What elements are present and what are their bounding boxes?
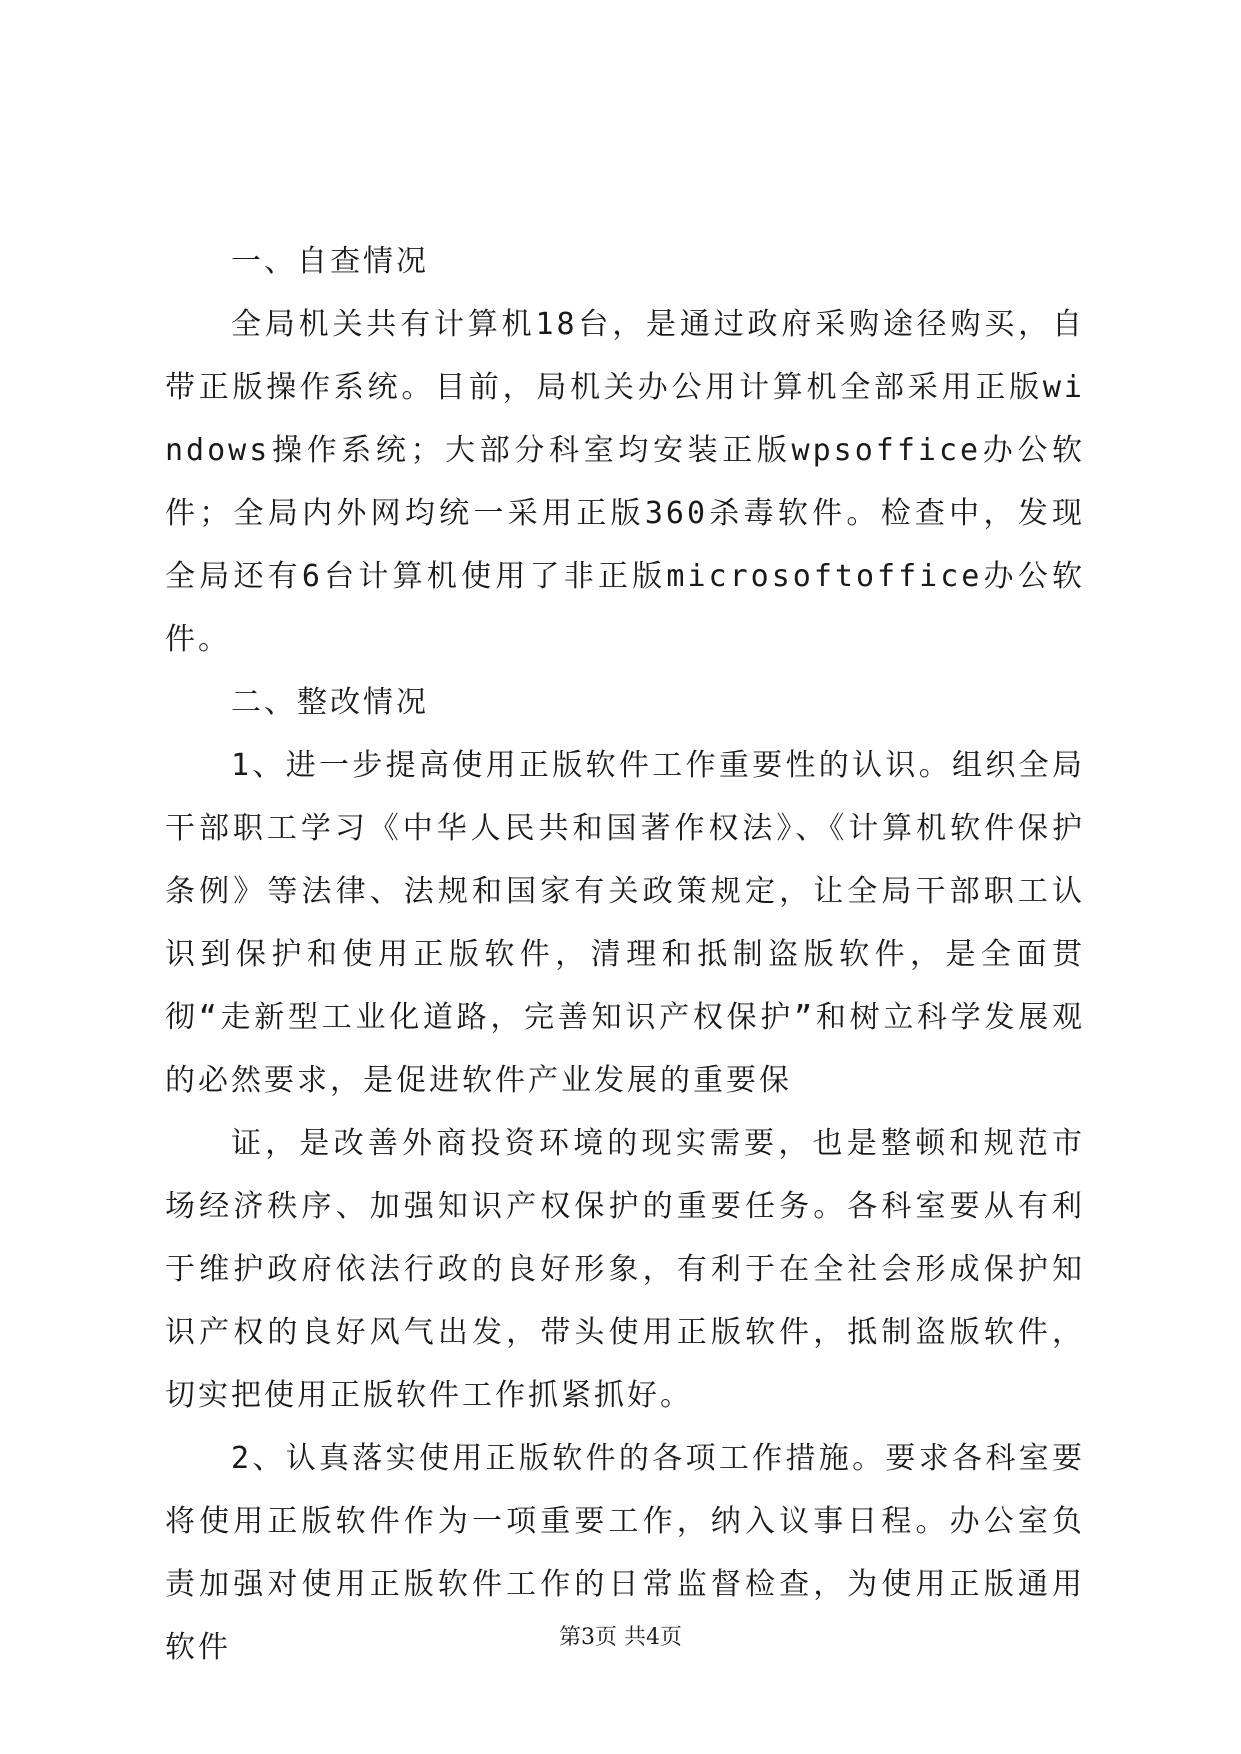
page-number-footer: 第3页 共4页	[559, 1625, 682, 1650]
paragraph-rectification-item-1: 1、进一步提高使用正版软件工作重要性的认识。组织全局干部职工学习《中华人民共和国著作权法》、《计算机软件保护条例》等法律、法规和国家有关政策规定，让全局干部职工认识到保护和使用正版软件，清理和抵制盗版软件，是全面贯彻“走新型工业化道路，完善知识产权保护”和树立科学发展观的必然要求，是促进软件产业发展的重要保	[165, 748, 1085, 1098]
document-body	[165, 230, 1085, 1679]
paragraph-rectification-item-2: 2、认真落实使用正版软件的各项工作措施。要求各科室要将使用正版软件作为一项重要工作，纳入议事日程。办公室负责加强对使用正版软件工作的日常监督检查，为使用正版通用软件	[165, 1441, 1085, 1665]
paragraph-rectification-item-1-continued: 证，是改善外商投资环境的现实需要，也是整顿和规范市场经济秩序、加强知识产权保护的重要任务。各科室要从有利于维护政府依法行政的良好形象，有利于在全社会形成保护知识产权的良好风气出发，带头使用正版软件，抵制盗版软件，切实把使用正版软件工作抓紧抓好。	[165, 1126, 1085, 1413]
section-heading-self-inspection: 一、自查情况	[231, 244, 429, 279]
paragraph-self-inspection-details: 全局机关共有计算机18台，是通过政府采购途径购买，自带正版操作系统。目前，局机关办公用计算机全部采用正版windows操作系统；大部分科室均安装正版wpsoffice办公软件；全局内外网均统一采用正版360杀毒软件。检查中，发现全局还有6台计算机使用了非正版microsoftoffice办公软件。	[165, 307, 1085, 657]
section-heading-rectification: 二、整改情况	[231, 685, 429, 720]
